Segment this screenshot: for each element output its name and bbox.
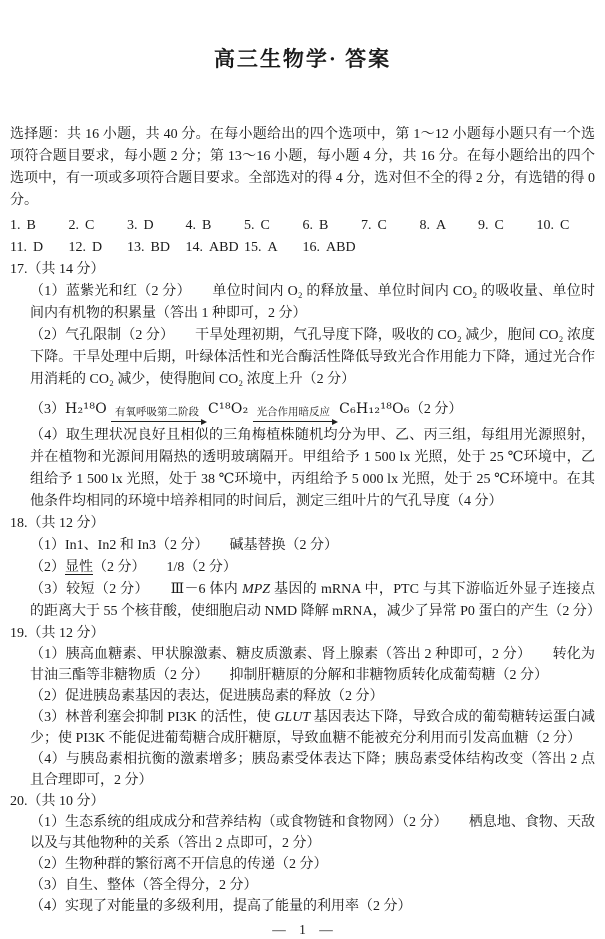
- answer-cell-7: [361, 215, 420, 237]
- q20-item-3: （3）自生、整体（答全得分，2 分）: [30, 878, 258, 893]
- choice-section-instructions: 选择题：共 16 小题，共 40 分。在每小题给出的四个选项中，第 1～12 小题每小题只有一个选项符合题目要求，每小题 2 分；第 13～16 小题，每小题 4 分，共 16 分。在每小题给出的四个选项中，有一项或多项符合题目要求。全部选对的得 4 分，选对但不全的得 2 分，有选错的得 0 分。: [10, 127, 595, 208]
- answer-letter: C: [85, 218, 95, 233]
- question-17-heading: 17.（共 14 分）: [10, 262, 105, 277]
- equation-prefix: （3）: [30, 402, 65, 417]
- answer-number: 8.: [419, 218, 430, 233]
- choice-answers-grid: [10, 215, 595, 259]
- answer-cell-2: [69, 215, 128, 237]
- q19-item-3-part1: （3）林普利塞会抑制 PI3K 的活性，使: [30, 710, 275, 725]
- answer-number: 16.: [302, 240, 320, 255]
- answer-number: 10.: [536, 218, 554, 233]
- answer-cell-15: [244, 237, 303, 259]
- q18-item-1: （1）In1、In2 和 In3（2 分） 碱基替换（2 分）: [30, 538, 338, 553]
- answer-cell-8: [420, 215, 479, 237]
- answer-cell-13: [127, 237, 186, 259]
- answer-letter: C: [494, 218, 504, 233]
- answer-letter: BD: [150, 240, 170, 255]
- q17-item-1: （1）蓝紫光和红（2 分） 单位时间内 O₂ 的释放量、单位时间内 CO₂ 的吸收量、单位时间内有机物的积累量（答出 1 种即可，2 分）: [30, 284, 595, 321]
- equation-reactant: H₂¹⁸O: [65, 401, 108, 417]
- q17-item-2: （2）气孔限制（2 分） 干旱处理初期，气孔导度下降，吸收的 CO₂ 减少，胞间 CO₂ 浓度下降。干旱处理中后期，叶绿体活性和光合酶活性降低导致光合作用能力下降，通过光合作用消耗的 CO₂ 减少，使得胞间 CO₂ 浓度上升（2 分）: [30, 328, 595, 387]
- page-title: 高三生物学· 答案: [213, 47, 392, 71]
- q19-item-1: （1）胰高血糖素、甲状腺激素、糖皮质激素、肾上腺素（答出 2 种即可，2 分） 转化为甘油三酯等非糖物质（2 分） 抑制肝糖原的分解和非糖物质转化成葡萄糖（2 分）: [30, 647, 595, 683]
- answer-number: 11.: [10, 240, 27, 255]
- answer-letter: D: [32, 240, 44, 255]
- answer-number: 15.: [244, 240, 262, 255]
- q20-item-4: （4）实现了对能量的多级利用，提高了能量的利用率（2 分）: [30, 899, 412, 914]
- q18-item-2-underlined-answer: 显性: [65, 560, 93, 575]
- answer-letter: D: [92, 240, 103, 255]
- question-18-heading: 18.（共 12 分）: [10, 516, 105, 531]
- reaction-arrow-1-icon: [111, 406, 205, 422]
- q19-item-3-gene-name: GLUT: [274, 710, 311, 725]
- answer-number: 12.: [68, 240, 86, 255]
- q18-item-2-rest: （2 分） 1/8（2 分）: [93, 560, 237, 575]
- answer-number: 14.: [185, 240, 203, 255]
- question-17: [10, 259, 595, 513]
- reaction-arrow-2-icon: [253, 406, 337, 422]
- equation-product: C₆H₁₂¹⁸O₆: [339, 401, 410, 417]
- answer-cell-11: [10, 237, 69, 259]
- answer-cell-5: [244, 215, 303, 237]
- question-19: [10, 623, 595, 791]
- answer-letter: B: [26, 218, 36, 233]
- answer-letter: B: [202, 218, 212, 233]
- answer-cell-9: [478, 215, 537, 237]
- answer-cell-6: [303, 215, 362, 237]
- q18-item-3: [30, 579, 601, 623]
- answer-letter: A: [436, 218, 447, 233]
- answer-cell-12: [69, 237, 128, 259]
- q18-item-3-part1: （3）较短（2 分） Ⅲ－6 体内: [30, 582, 243, 597]
- answer-number: 5.: [244, 218, 255, 233]
- answer-number: 6.: [302, 218, 313, 233]
- q19-item-2: （2）促进胰岛素基因的表达，促进胰岛素的释放（2 分）: [30, 689, 384, 704]
- question-20-heading: 20.（共 10 分）: [10, 794, 105, 809]
- answer-cell-3: [127, 215, 186, 237]
- q18-item-2: [30, 557, 595, 579]
- answer-letter: ABD: [326, 240, 356, 255]
- q18-item-3-gene-name: MPZ: [242, 582, 271, 597]
- answer-letter: C: [377, 218, 387, 233]
- answer-number: 2.: [68, 218, 79, 233]
- q19-item-3-part2: 基因表达下降，导致合成的葡萄糖转运蛋白减少；使 PI3K 不能促进葡萄糖合成肝糖原，导致血糖不能被充分利用而引发高血糖（2 分）: [30, 710, 595, 746]
- q18-item-2-prefix: （2）: [30, 560, 65, 575]
- answer-cell-4: [186, 215, 245, 237]
- q17-item-4: （4）取生理状况良好且相似的三角梅植株随机均分为甲、乙、丙三组，每组用光源照射，并在植物和光源间用隔热的透明玻璃隔开。甲组给予 1 500 lx 光照，处于 25 ℃环境中，乙组给予 1 500 lx 光照，处于 38 ℃环境中，丙组给予 5 000 lx 光照，处于 25 ℃环境中。在其他条件均相同的环境中培养相同的时间后，测定三组叶片的气孔导度（4 分）: [30, 428, 595, 509]
- answer-number: 3.: [127, 218, 138, 233]
- answer-cell-10: [537, 215, 596, 237]
- answer-cell-14: [186, 237, 245, 259]
- page-number: — 1 —: [272, 922, 333, 937]
- answer-number: 4.: [185, 218, 196, 233]
- question-19-heading: 19.（共 12 分）: [10, 626, 105, 641]
- question-20: [10, 791, 595, 917]
- answer-letter: A: [267, 240, 278, 255]
- answer-letter: B: [319, 218, 329, 233]
- equation-intermediate: C¹⁸O₂: [208, 401, 249, 417]
- reaction-arrow-1-label: 有氧呼吸第二阶段: [111, 406, 205, 422]
- answer-number: 13.: [127, 240, 145, 255]
- q17-item-3-equation: [30, 391, 595, 425]
- q19-item-4: （4）与胰岛素相抗衡的激素增多；胰岛素受体表达下降；胰岛素受体结构改变（答出 2 点且合理即可，2 分）: [30, 752, 595, 788]
- answer-number: 7.: [361, 218, 372, 233]
- q20-item-2: （2）生物种群的繁衍离不开信息的传递（2 分）: [30, 857, 328, 872]
- q20-item-1: （1）生态系统的组成成分和营养结构（或食物链和食物网）（2 分） 栖息地、食物、天敌以及与其他物种的关系（答出 2 点即可，2 分）: [30, 815, 595, 851]
- question-18: [10, 513, 601, 623]
- answer-letter: C: [560, 218, 570, 233]
- answer-cell-16: [303, 237, 362, 259]
- answer-letter: ABD: [209, 240, 239, 255]
- q18-item-3-part2: 基因的 mRNA 中，PTC 与其下游临近外显子连接点的距离大于 55 个核苷酸，使细胞启动 NMD 降解 mRNA，减少了异常 P0 蛋白的产生（2 分）: [30, 582, 601, 619]
- q19-item-3: [30, 707, 595, 749]
- answer-number: 9.: [478, 218, 489, 233]
- answer-letter: D: [143, 218, 154, 233]
- answer-number: 1.: [10, 218, 21, 233]
- reaction-arrow-2-label: 光合作用暗反应: [253, 406, 337, 422]
- answer-letter: C: [260, 218, 270, 233]
- answer-cell-1: [10, 215, 69, 237]
- equation-score-suffix: （2 分）: [409, 402, 463, 417]
